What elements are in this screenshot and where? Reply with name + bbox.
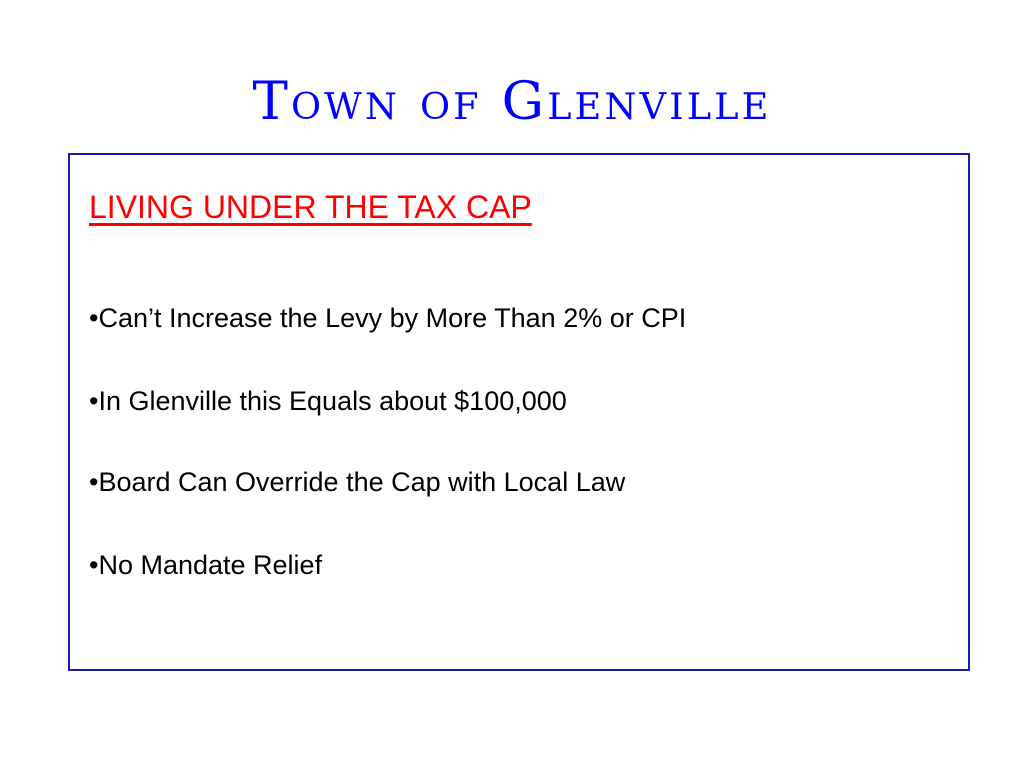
section-heading: LIVING UNDER THE TAX CAP	[89, 189, 532, 225]
bullet-item: •No Mandate Relief	[89, 550, 323, 580]
bullet-item: •Board Can Override the Cap with Local Law	[89, 467, 626, 497]
bullet-item: •Can’t Increase the Levy by More Than 2% or CPI	[89, 303, 687, 333]
slide-title: Town of Glenville	[252, 72, 772, 132]
bullet-item: •In Glenville this Equals about $100,000	[89, 386, 567, 416]
content-box	[68, 153, 970, 671]
